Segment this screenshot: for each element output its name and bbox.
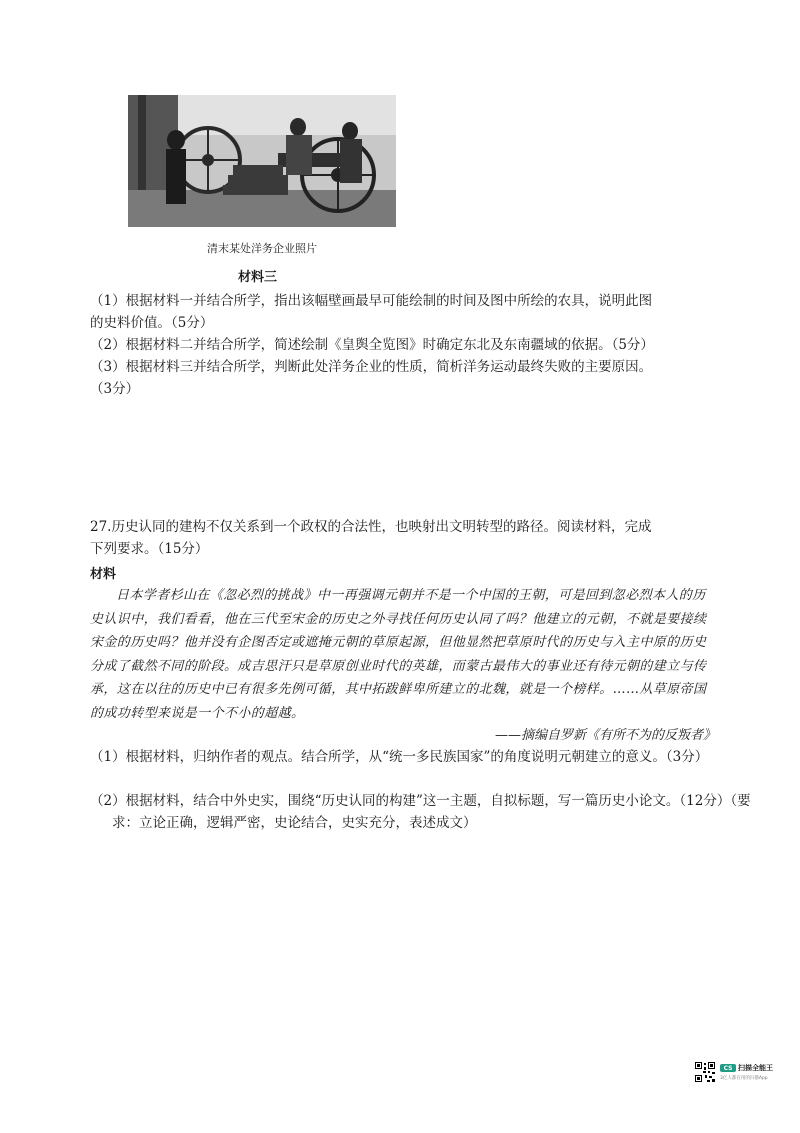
historical-photo	[128, 95, 396, 227]
question-26-2: （2）根据材料二并结合所学，简述绘制《皇舆全览图》时确定东北及东南疆域的依据。（5分）	[90, 337, 654, 353]
question-27-stem	[90, 516, 730, 560]
camscanner-logo-icon: CS	[720, 1064, 736, 1072]
photo-caption: 清末某处洋务企业照片	[207, 242, 317, 255]
question-27-2: （2）根据材料，结合中外史实，围绕“历史认同的构建”这一主题，自拟标题，写一篇历史小论文。（12分）（要求：立论正确，逻辑严密，史论结合，史实充分，表述成文）	[90, 793, 751, 831]
question-26-3-line1: （3）根据材料三并结合所学，判断此处洋务企业的性质，简析洋务运动最终失败的主要原因。	[90, 359, 653, 375]
material-source: ——摘编自罗新《有所不为的反叛者》	[494, 728, 716, 743]
scanner-watermark	[694, 1060, 786, 1084]
question-26-1-line1: （1）根据材料一并结合所学，指出该幅壁画最早可能绘制的时间及图中所绘的农具，说明此图	[90, 293, 653, 309]
question-27-stem-line2: 下列要求。（15分）	[90, 541, 209, 557]
question-26-3	[90, 356, 730, 400]
photo-image	[128, 95, 396, 227]
qr-code-icon	[694, 1061, 716, 1083]
scanner-tagline: 3亿人都在用的扫描App	[720, 1076, 768, 1081]
question-27-1: （1）根据材料，归纳作者的观点。结合所学，从“统一多民族国家”的角度说明元朝建立的意义。（3分）	[90, 749, 709, 765]
question-26-1-line2: 的史料价值。（5分）	[90, 315, 214, 331]
question-26-1	[90, 290, 730, 334]
question-27-stem-line1: 27.历史认同的建构不仅关系到一个政权的合法性，也映射出文明转型的路径。阅读材料，完成	[90, 519, 652, 535]
material-label: 材料	[90, 567, 117, 582]
scanner-brand-name: 扫描全能王	[738, 1064, 773, 1072]
material-passage: 日本学者杉山在《忽必烈的挑战》中一再强调元朝并不是一个中国的王朝，可是回到忽必烈本人的历史认识中，我们看看，他在三代至宋金的历史之外寻找任何历史认同了吗？他建立的元朝，不就是要接续宋金的历史吗？他并没有企图否定或遮掩元朝的草原起源，但他显然把草原时代的历史与入主中原的历史分成了截然不同的阶段。成吉思汗只是草原创业时代的英雄，而蒙古最伟大的事业还有待元朝的建立与传承，这在以往的历史中已有很多先例可循，其中拓跋鲜卑所建立的北魏，就是一个榜样。……从草原帝国的成功转型来说是一个不小的超越。	[90, 588, 707, 721]
material-3-label: 材料三	[238, 270, 278, 285]
question-26-3-line2: （3分）	[90, 381, 140, 397]
